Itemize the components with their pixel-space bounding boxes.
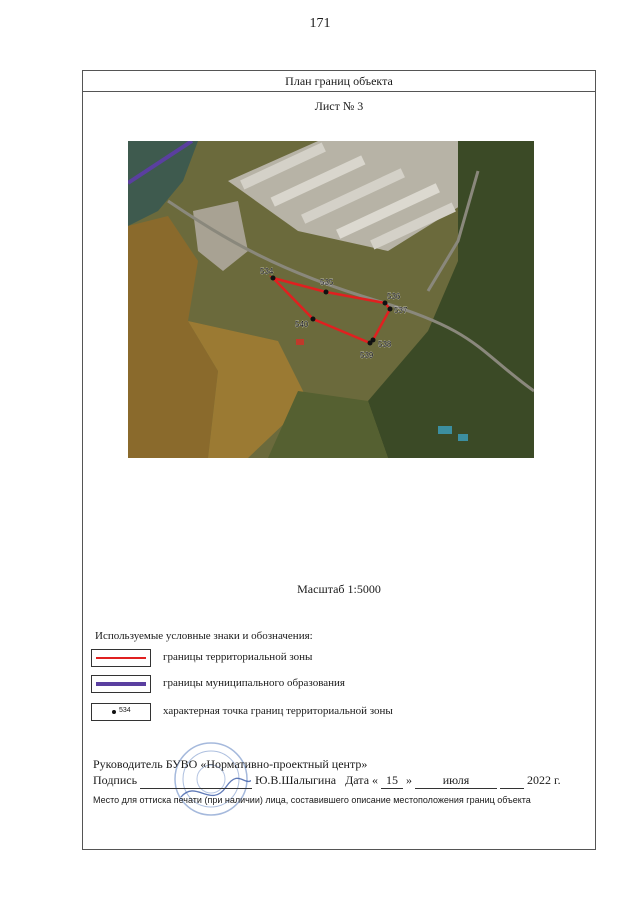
aerial-map [128, 141, 534, 458]
legend-title: Используемые условные знаки и обозначения: [95, 630, 313, 642]
date-month: июля [415, 773, 497, 789]
legend-swatch-point [91, 703, 151, 721]
point-label-538: 538 [378, 340, 392, 349]
legend-item-municipal [91, 675, 491, 693]
signatory-name: Ю.В.Шалыгина [255, 773, 337, 787]
legend-text-point: характерная точка границ территориальной зоны [163, 705, 393, 717]
signature-line [93, 773, 561, 789]
point-label-540: 540 [295, 320, 309, 329]
point-label-534: 534 [260, 267, 274, 276]
signatory-position: Руководитель БУВО «Нормативно-проектный центр» [93, 757, 368, 771]
page-number: 171 [309, 16, 331, 31]
legend-swatch-zone [91, 649, 151, 667]
point-marker [383, 301, 388, 306]
point-marker [324, 290, 329, 295]
sheet-number: Лист № 3 [314, 99, 364, 113]
date-year: 2022 г. [527, 773, 561, 787]
point-marker-icon [112, 710, 116, 714]
legend-swatch-municipal [91, 675, 151, 693]
frame-title: План границ объекта [83, 71, 595, 92]
point-marker [388, 307, 393, 312]
legend-text-municipal: границы муниципального образования [163, 677, 345, 689]
legend-item-point [91, 703, 491, 721]
legend-sample-label: 534 [119, 707, 131, 714]
point-marker [271, 276, 276, 281]
date-year-underline [500, 773, 524, 789]
map-svg [128, 141, 534, 458]
point-label-535: 535 [320, 278, 334, 287]
legend-text-zone: границы территориальной зоны [163, 651, 313, 663]
seal-note: Место для оттиска печати (при наличии) лица, составившего описание местоположения границ объекта [93, 795, 531, 805]
sign-label: Подпись [93, 773, 138, 787]
sign-field [140, 773, 252, 789]
map-scale: Масштаб 1:5000 [297, 582, 381, 596]
point-marker [368, 341, 373, 346]
point-marker [311, 317, 316, 322]
point-label-536: 536 [387, 292, 401, 301]
date-day: 15 [381, 773, 403, 789]
document-frame [82, 70, 596, 850]
point-label-537: 537 [394, 306, 408, 315]
point-label-539: 539 [360, 351, 374, 360]
date-sep: » [406, 773, 413, 787]
date-label: Дата « [345, 773, 379, 787]
legend-item-zone [91, 649, 491, 667]
